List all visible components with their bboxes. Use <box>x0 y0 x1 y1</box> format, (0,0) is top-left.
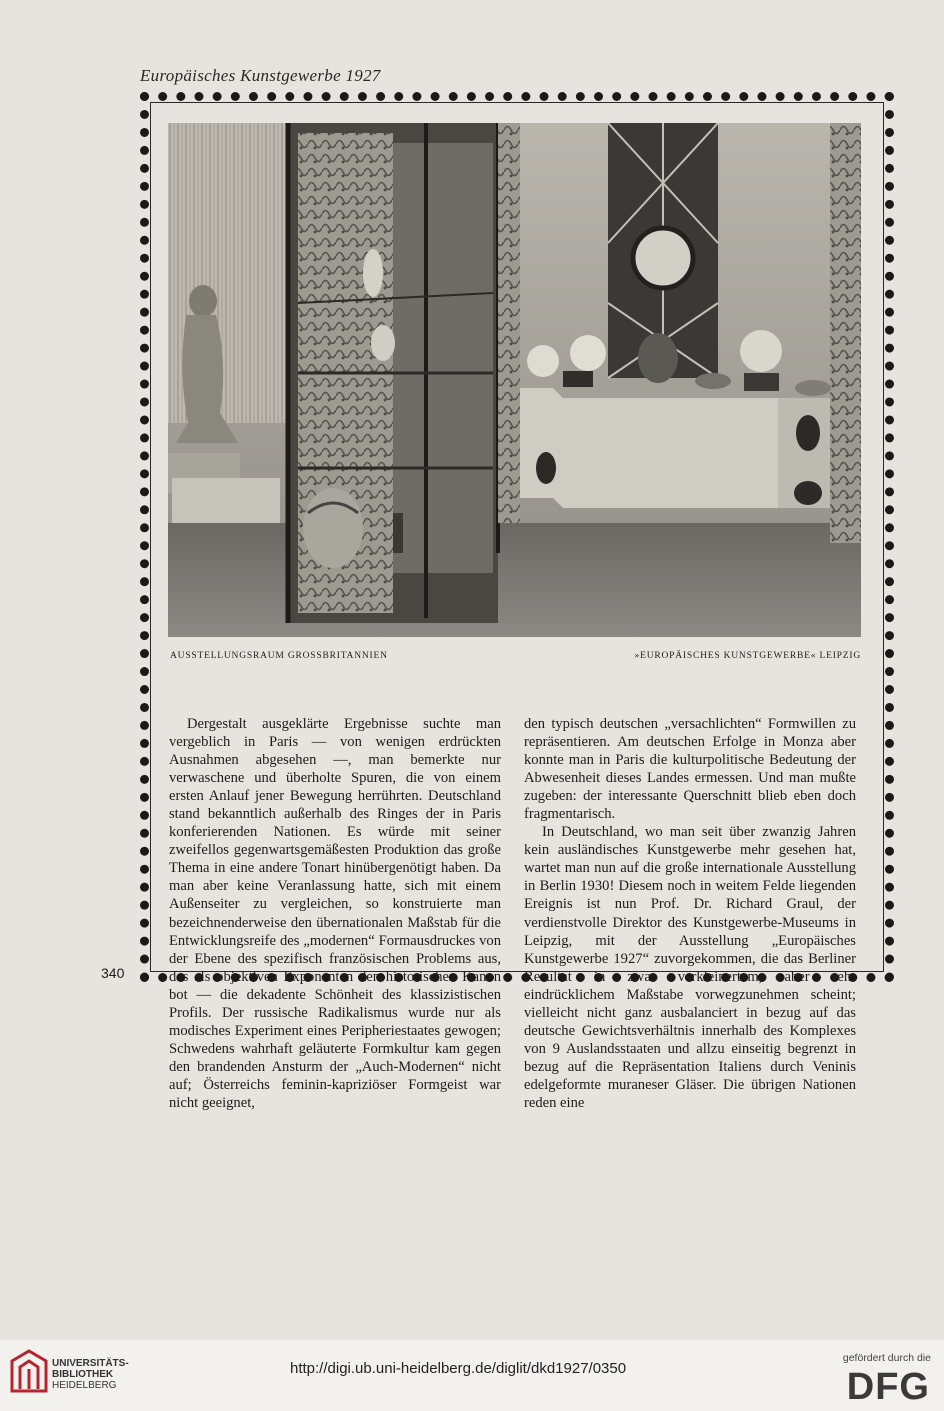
library-line-3: HEIDELBERG <box>52 1380 117 1391</box>
paragraph: Dergestalt ausgeklärte Ergebnisse suchte man vergeblich in Paris — von wenigen erdrückten Ausnahmen abgesehen —, man bemerkte nur verwaschene und überholte Spuren, die von einem ersten Anlauf jener Bewegung herrührten. Deutschland stand bekanntlich außerhalb des Ringes der in Paris konferierenden Nationen. Es würde mit seiner zweifellos gegenwartsgemäßesten Produktion das große Thema in eine andere Tonart hinübergenötigt haben. Da man aber keine Veranlassung hatte, sich mit einem Außenseiter zu vergleichen, so konstruierte man bezeichnenderweise den übernationalen Maßstab für die Entwicklungsreife des „modernen“ Formausdruckes von der Ebene des spezifisch französischen Problems aus, das als objektiven Exponenten den historischen Kanon bot — die dekadente Schönheit des klassizistischen Profils. Der russische Radikalismus wurde nur als modisches Experiment eines Peripheriestaates gewogen; Schwedens wahrhaft geläuterte Formkultur kam gegen den brandenden Ansturm der „Auch-Modernen“ nicht auf; Österreichs feminin-kapriziöser Formgeist war nicht geeignet, <box>169 716 501 1111</box>
photo-caption-left: AUSSTELLUNGSRAUM GROSSBRITANNIEN <box>170 651 388 661</box>
page-number: 340 <box>101 965 125 981</box>
dfg-logo: DFG <box>846 1366 930 1408</box>
university-library-name <box>52 1358 129 1391</box>
text-column-right <box>524 715 856 1112</box>
exhibition-photograph <box>168 123 861 637</box>
text-column-left <box>169 715 501 1112</box>
running-title: Europäisches Kunstgewerbe 1927 <box>140 66 381 85</box>
paragraph: den typisch deutschen „versachlichten“ Formwillen zu repräsentieren. Am deutschen Erfolge in Monza aber konnte man in Paris die kulturpolitische Bedeutung der Abwesenheit dieses Landes ermessen. Und man mußte zugeben: der interessante Querschnitt blieb eben doch fragmentarisch. <box>524 716 856 823</box>
photo-caption-right: »EUROPÄISCHES KUNSTGEWERBE« LEIPZIG <box>634 651 861 661</box>
library-line-1: UNIVERSITÄTS- <box>52 1358 129 1369</box>
university-library-logo-icon <box>10 1349 48 1393</box>
funded-by-label: gefördert durch die <box>842 1352 931 1364</box>
source-url-link[interactable]: http://digi.ub.uni-heidelberg.de/diglit/dkd1927/0350 <box>290 1360 627 1377</box>
library-line-2: BIBLIOTHEK <box>52 1369 114 1380</box>
paragraph: In Deutschland, wo man seit über zwanzig Jahren kein ausländisches Kunstgewerbe mehr gesehen hat, wartet man nun auf die große internationale Ausstellung in Berlin 1930! Diesem noch in weitem Felde liegenden Ereignis ist nun Prof. Dr. Richard Graul, der verdienstvolle Direktor des Kunstgewerbe-Museums in Leipzig, mit der Ausstellung „Europäisches Kunstgewerbe 1927“ zuvorgekommen, die das Berliner Resultat in zwar verkleinertem, aber sehr eindrücklichem Maßstabe vorwegzunehmen scheint; vielleicht nicht ganz ausbalanciert in bezug auf das deutsche Gewichtsverhältnis innerhalb des Komplexes von 9 Auslandsstaaten und allzu einseitig begrenzt in bezug auf die Repräsentation Italiens durch Veninis edelgeformte muraneser Gläser. Die übrigen Nationen reden eine <box>524 824 856 1111</box>
photo-illustration <box>168 123 861 637</box>
